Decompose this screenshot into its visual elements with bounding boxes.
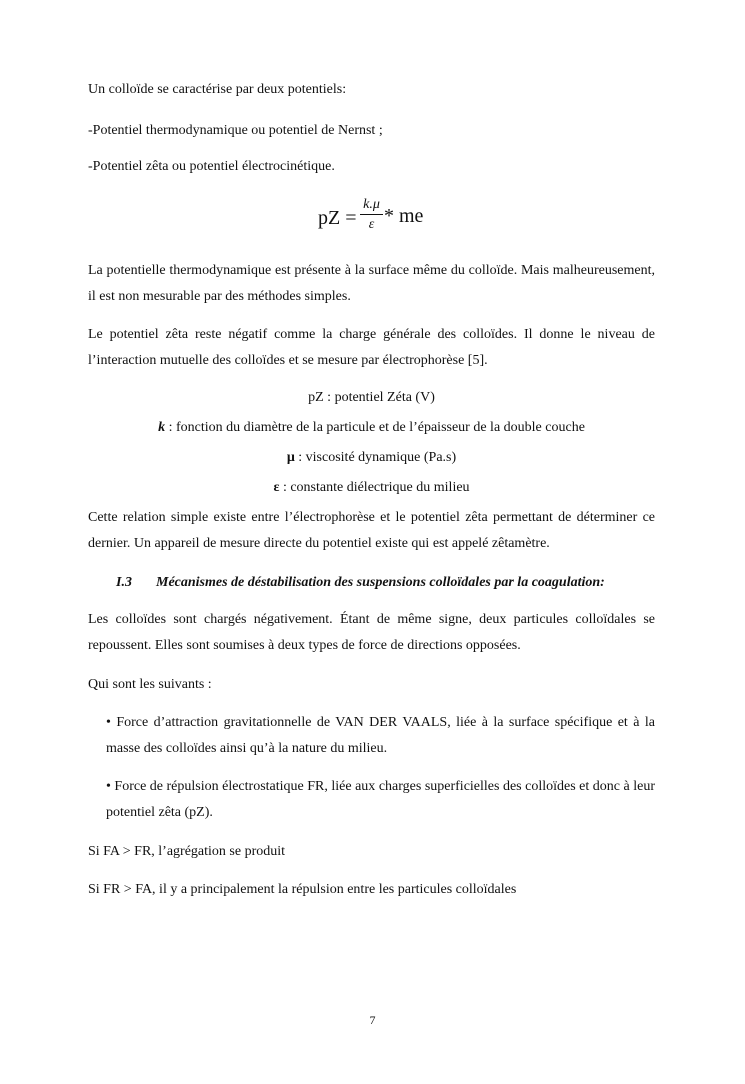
paragraph-thermodynamic: La potentielle thermodynamique est présente à la surface même du colloïde. Mais malheureusement, il est non mesurable par des méthodes simples. <box>88 263 655 304</box>
definition-epsilon-text: : constante diélectrique du milieu <box>279 480 470 495</box>
definition-epsilon <box>88 475 655 501</box>
paragraph-zeta: Le potentiel zêta reste négatif comme la charge générale des colloïdes. Il donne le niveau de l’interaction mutuelle des colloïdes et se mesure par électrophorèse [5]. <box>88 327 655 368</box>
definition-pz: pZ : potentiel Zéta (V) <box>308 390 435 405</box>
formula-denominator: ε <box>368 217 375 232</box>
condition-aggregation: Si FA > FR, l’agrégation se produit <box>88 844 286 859</box>
potential-item-nernst: -Potentiel thermodynamique ou potentiel de Nernst ; <box>88 123 383 138</box>
section-title: Mécanismes de déstabilisation des suspensions colloïdales par la coagulation: <box>156 575 605 590</box>
paragraph-relation: Cette relation simple existe entre l’électrophorèse et le potentiel zêta permettant de déterminer ce dernier. Un appareil de mesure directe du potentiel existe qui est appelé zêtamètre. <box>88 510 655 551</box>
formula-fraction <box>359 196 384 233</box>
definition-mu <box>88 445 655 471</box>
section-heading <box>116 570 605 596</box>
formula-rhs: * me <box>384 205 424 227</box>
paragraph-following: Qui sont les suivants : <box>88 677 212 692</box>
bullet-repulsion: • Force de répulsion électrostatique FR, liée aux charges superficielles des colloïdes et donc à leur potentiel zêta (pZ). <box>106 779 655 820</box>
definition-k-text: : fonction du diamètre de la particule et de l’épaisseur de la double couche <box>165 420 585 435</box>
potential-item-zeta: -Potentiel zêta ou potentiel électrocinétique. <box>88 159 335 174</box>
symbol-mu: μ <box>286 450 295 465</box>
page-number: 7 <box>369 1013 376 1027</box>
symbol-epsilon: ε <box>273 480 280 495</box>
section-number: I.3 <box>116 575 132 590</box>
definition-mu-text: : viscosité dynamique (Pa.s) <box>294 450 457 465</box>
condition-repulsion: Si FR > FA, il y a principalement la répulsion entre les particules colloïdales <box>88 882 517 897</box>
formula-numerator: k.μ <box>363 197 380 212</box>
zeta-formula <box>318 196 518 240</box>
formula-lhs: pZ = <box>318 207 357 229</box>
paragraph-charged: Les colloïdes sont chargés négativement. Étant de même signe, deux particules colloïdales se repoussent. Elles sont soumises à deux types de force de directions opposées. <box>88 612 655 653</box>
symbol-k: k <box>158 420 166 435</box>
bullet-attraction: • Force d’attraction gravitationnelle de VAN DER VAALS, liée à la surface spécifique et à la masse des colloïdes ainsi qu’à la nature du milieu. <box>106 715 655 756</box>
definition-k <box>88 415 655 441</box>
intro-line: Un colloïde se caractérise par deux potentiels: <box>88 82 347 97</box>
